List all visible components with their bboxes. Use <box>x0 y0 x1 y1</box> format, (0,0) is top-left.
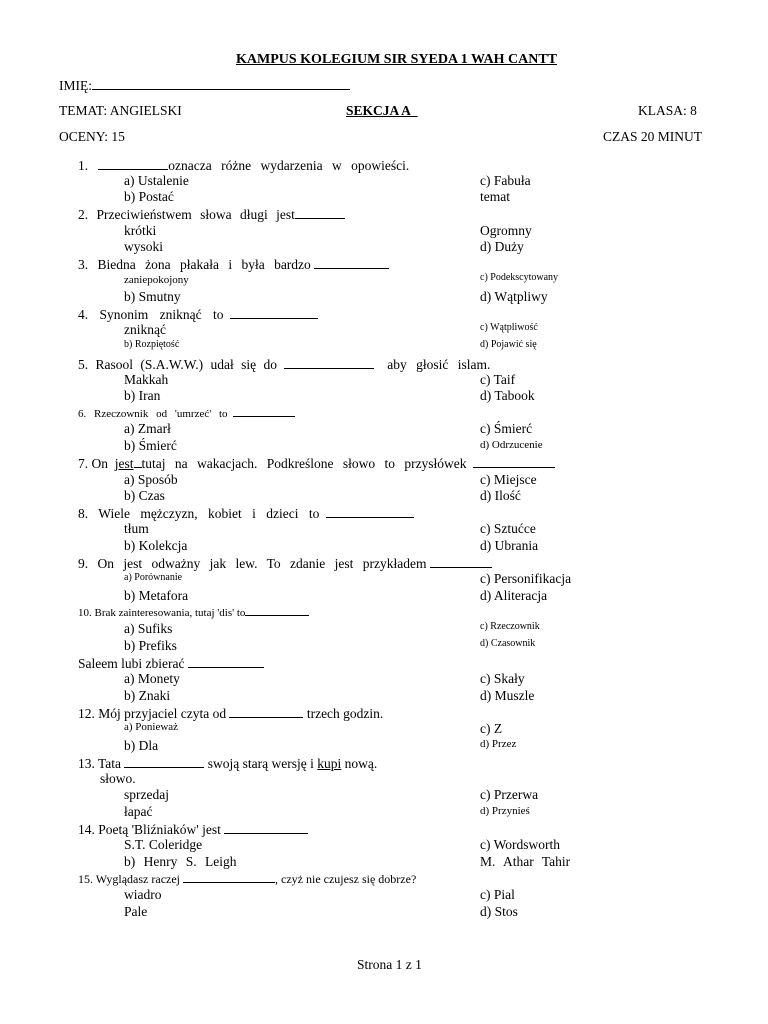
answer-blank[interactable] <box>229 706 303 718</box>
option-b[interactable]: b) Henry S. Leigh <box>124 854 237 869</box>
name-blank[interactable] <box>92 78 350 90</box>
question-10: 10. Brak zainteresowania, tutaj 'dis' to <box>78 606 309 619</box>
option-c[interactable]: c) Taif <box>480 372 516 387</box>
answer-blank[interactable] <box>473 456 555 468</box>
question-4: 4. Synonim zniknąć to <box>78 307 318 322</box>
option-a[interactable]: wiadro <box>124 887 162 902</box>
answer-blank[interactable] <box>295 207 345 219</box>
option-b[interactable]: b) Smutny <box>124 289 181 304</box>
option-d[interactable]: d) Tabook <box>480 388 535 403</box>
question-11: Saleem lubi zbierać <box>78 656 264 671</box>
subject-label: TEMAT: ANGIELSKI <box>59 103 182 118</box>
school-title: KAMPUS KOLEGIUM SIR SYEDA 1 WAH CANTT <box>236 52 558 67</box>
option-b[interactable]: b) Metafora <box>124 588 189 603</box>
option-c[interactable]: c) Fabuła <box>480 173 531 188</box>
name-label: IMIĘ: <box>59 78 92 93</box>
option-c[interactable]: c) Sztućce <box>480 521 536 536</box>
option-b[interactable]: wysoki <box>124 239 164 254</box>
question-9: 9. On jest odważny jak lew. To zdanie jest przykładem <box>78 556 492 571</box>
option-c[interactable]: c) Wordsworth <box>480 837 561 852</box>
option-d[interactable]: temat <box>480 189 510 204</box>
option-d[interactable]: d) Ubrania <box>480 538 539 553</box>
underlined-word: jest <box>114 456 134 471</box>
option-b[interactable]: b) Postać <box>124 189 174 204</box>
option-c[interactable]: c) Pial <box>480 887 515 902</box>
question-1: 1. oznacza różne wydarzenia w opowieści. <box>78 158 410 173</box>
time-label: CZAS 20 MINUT <box>603 129 703 144</box>
option-a[interactable]: a) Ustalenie <box>124 173 189 188</box>
option-a[interactable]: a) Ponieważ <box>124 721 179 733</box>
option-a[interactable]: a) Monety <box>124 671 180 686</box>
option-a[interactable]: zniknąć <box>124 322 166 337</box>
option-d[interactable]: d) Pojawić się <box>480 339 537 350</box>
option-a[interactable]: a) Sufiks <box>124 621 173 636</box>
answer-blank[interactable] <box>188 656 264 668</box>
option-d[interactable]: d) Stos <box>480 904 518 919</box>
answer-blank[interactable] <box>230 307 318 319</box>
option-a[interactable]: sprzedaj <box>124 787 169 802</box>
option-a[interactable]: Makkah <box>124 372 169 387</box>
answer-blank[interactable] <box>284 357 374 369</box>
option-c[interactable]: c) Miejsce <box>480 472 537 487</box>
option-d[interactable]: d) Przez <box>480 738 517 750</box>
question-15: 15. Wyglądasz raczej , czyż nie czujesz się dobrze? <box>78 872 417 886</box>
option-b[interactable]: b) Dla <box>124 738 159 753</box>
question-12: 12. Mój przyjaciel czyta od trzech godzin. <box>78 706 384 721</box>
answer-blank[interactable] <box>245 606 309 616</box>
option-d[interactable]: d) Wątpliwy <box>480 289 548 304</box>
option-c[interactable]: c) Skały <box>480 671 525 686</box>
option-a[interactable]: tłum <box>124 521 149 536</box>
option-c[interactable]: c) Podekscytowany <box>480 272 559 283</box>
underlined-word: kupi <box>317 756 342 771</box>
option-d[interactable]: M. Athar Tahir <box>480 854 571 869</box>
question-2: 2. Przeciwieństwem słowa długi jest <box>78 207 345 222</box>
option-d[interactable]: d) Odrzucenie <box>480 439 543 451</box>
question-5: 5. Rasool (S.A.W.W.) udał się do aby głosić islam. <box>78 357 491 372</box>
option-b[interactable]: b) Iran <box>124 388 161 403</box>
option-d[interactable]: d) Przynieś <box>480 805 530 817</box>
option-a[interactable]: zaniepokojony <box>124 274 189 286</box>
answer-blank[interactable] <box>224 822 308 834</box>
option-a[interactable]: a) Porównanie <box>124 572 183 583</box>
option-d[interactable]: d) Duży <box>480 239 524 254</box>
option-d[interactable]: d) Muszle <box>480 688 535 703</box>
question-7: 7. On jest tutaj na wakacjach. Podkreślone słowo to przysłówek <box>78 456 555 471</box>
option-b[interactable]: b) Prefiks <box>124 638 177 653</box>
section-label: SEKCJA A <box>346 103 411 118</box>
option-d[interactable]: d) Czasownik <box>480 638 536 649</box>
question-6: 6. Rzeczownik od 'umrzeć' to <box>78 407 295 420</box>
option-d[interactable]: d) Aliteracja <box>480 588 548 603</box>
option-c[interactable]: c) Przerwa <box>480 787 539 802</box>
marks-label: OCENY: 15 <box>59 129 125 144</box>
option-c[interactable]: c) Personifikacja <box>480 571 572 586</box>
option-b[interactable]: b) Śmierć <box>124 438 177 453</box>
answer-blank[interactable] <box>233 407 295 417</box>
option-b[interactable]: b) Znaki <box>124 688 171 703</box>
answer-blank[interactable] <box>326 506 414 518</box>
option-b[interactable]: b) Czas <box>124 488 165 503</box>
answer-blank[interactable] <box>430 556 492 568</box>
name-row <box>59 78 350 93</box>
answer-blank[interactable] <box>124 756 204 768</box>
option-c[interactable]: c) Z <box>480 721 503 736</box>
option-b[interactable]: b) Rozpiętość <box>124 339 180 350</box>
option-c[interactable]: Ogromny <box>480 223 532 238</box>
question-8: 8. Wiele mężczyzn, kobiet i dzieci to <box>78 506 414 521</box>
class-label: KLASA: 8 <box>638 103 697 118</box>
answer-blank[interactable] <box>314 257 389 269</box>
option-c[interactable]: c) Wątpliwość <box>480 322 538 333</box>
option-b[interactable]: Pale <box>124 904 148 919</box>
question-13: 13. Tata swoją starą wersję i kupi nową. <box>78 756 378 771</box>
option-b[interactable]: b) Kolekcja <box>124 538 188 553</box>
option-a[interactable]: krótki <box>124 223 157 238</box>
option-c[interactable]: c) Rzeczownik <box>480 621 540 632</box>
answer-blank[interactable] <box>98 158 168 170</box>
option-a[interactable]: a) Sposób <box>124 472 178 487</box>
question-14: 14. Poetą 'Bliźniaków' jest <box>78 822 308 837</box>
option-b[interactable]: łapać <box>124 804 153 819</box>
answer-blank[interactable] <box>183 872 275 883</box>
option-a[interactable]: S.T. Coleridge <box>124 837 203 852</box>
page-number: Strona 1 z 1 <box>357 957 422 972</box>
question-13-line2: słowo. <box>100 771 136 786</box>
option-d[interactable]: d) Ilość <box>480 488 521 503</box>
option-a[interactable]: a) Zmarł <box>124 421 171 436</box>
question-3: 3. Biedna żona płakała i była bardzo <box>78 257 389 272</box>
option-c[interactable]: c) Śmierć <box>480 421 533 436</box>
